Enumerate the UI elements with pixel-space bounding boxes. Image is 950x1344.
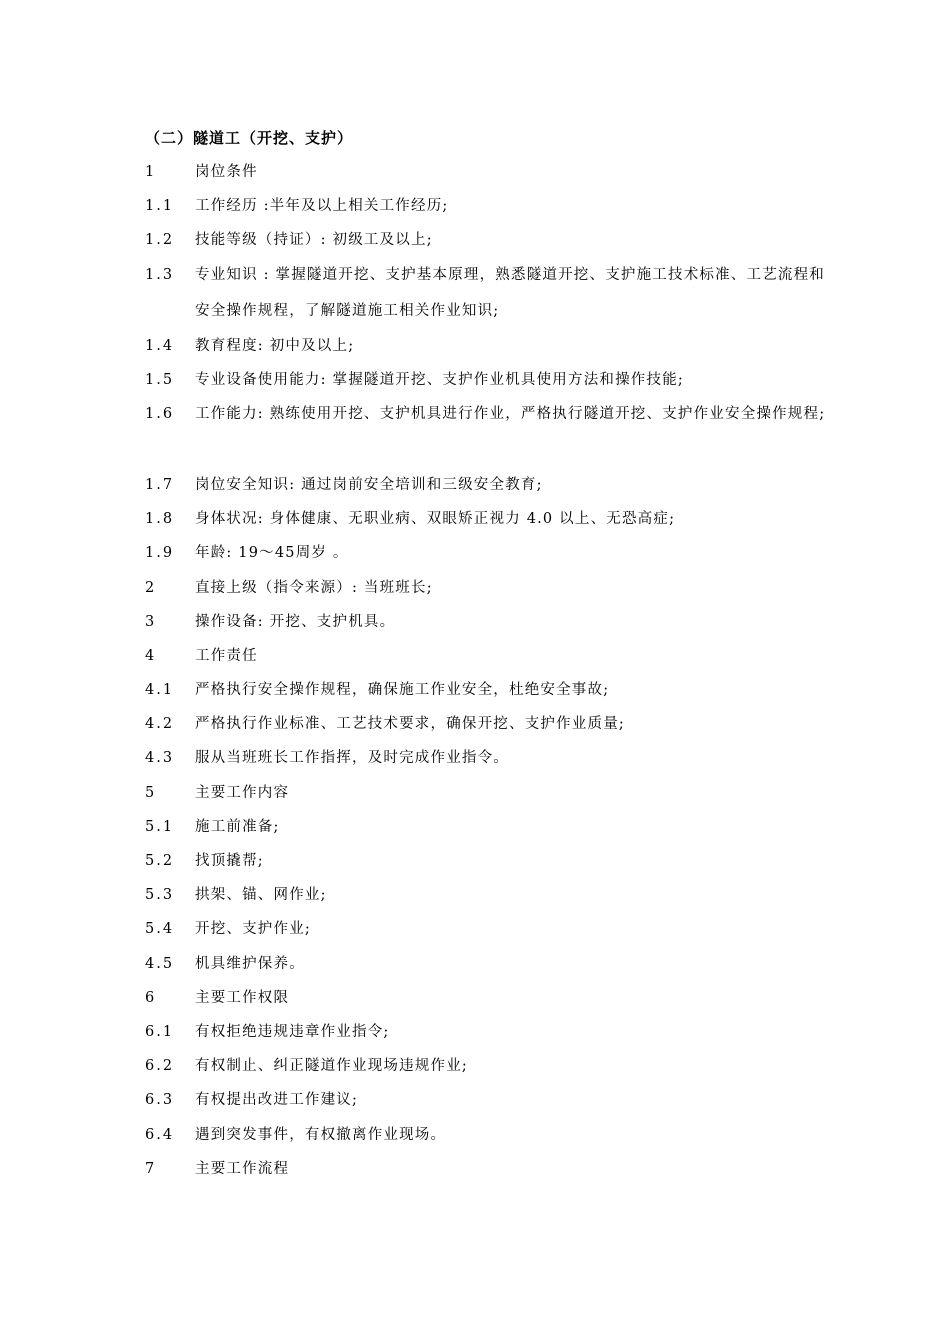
item-text: 找顶撬帮; [195,853,264,869]
item-text: 主要工作权限 [195,989,290,1006]
item-text: 服从当班班长工作指挥，及时完成作业指令。 [195,750,509,767]
item-number: 1.6 [145,405,175,422]
list-item [145,402,825,473]
item-text: 工作责任 [195,647,258,664]
item-text: 严格执行安全操作规程，确保施工作业安全，杜绝安全事故; [195,682,610,699]
section-title: （二）隧道工（开挖、支护） [145,129,354,147]
item-number: 4.3 [145,750,175,767]
item-number: 3 [145,613,157,630]
item-text: 严格执行作业标准、工艺技术要求，确保开挖、支护作业质量; [195,716,625,733]
item-text: 拱架、锚、网作业; [195,887,327,904]
item-text: 遇到突发事件，有权撤离作业现场。 [195,1126,447,1143]
item-text: 有权提出改进工作建议; [195,1092,359,1109]
item-number: 1.2 [145,232,175,249]
item-number: 5 [145,784,157,801]
item-number: 1.1 [145,198,175,215]
item-text: 有权拒绝违规违章作业指令; [195,1023,390,1040]
item-text: 岗位条件 [195,164,258,180]
item-number: 5.1 [145,818,175,835]
item-text: 岗位安全知识: 通过岗前安全培训和三级安全教育; [195,476,543,493]
item-text: 操作设备: 开挖、支护机具。 [195,613,396,630]
item-number: 5.4 [145,921,175,938]
item-text: 主要工作流程 [195,1160,290,1177]
item-number: 6.2 [145,1058,175,1075]
item-text: 主要工作内容 [195,784,290,801]
item-number: 6.1 [145,1023,175,1040]
item-number: 4.5 [145,955,175,972]
item-list [145,160,825,1191]
item-text: 开挖、支护作业; [195,921,311,938]
item-number: 6.3 [145,1092,175,1109]
item-text: 直接上级（指令来源）: 当班班长; [195,579,433,596]
item-text: 年龄: 19～45周岁 。 [195,545,349,562]
item-number: 1 [145,164,157,180]
item-number: 1.4 [145,337,175,354]
item-number: 1.9 [145,545,175,562]
item-number: 5.3 [145,887,175,904]
list-item [145,1157,825,1191]
item-text: 有权制止、纠正隧道作业现场违规作业; [195,1058,468,1075]
item-number: 2 [145,579,157,596]
item-number: 6 [145,989,157,1006]
item-number: 4 [145,647,157,664]
item-number: 1.7 [145,476,175,493]
item-number: 5.2 [145,853,175,869]
item-text: 教育程度: 初中及以上; [195,337,355,354]
item-text: 工作经历 :半年及以上相关工作经历; [195,198,449,215]
item-text: 专业知识 : 掌握隧道开挖、支护基本原理，熟悉隧道开挖、支护施工技术标准、工艺流程和安全操作规程，了解隧道施工相关作业知识; [195,266,825,319]
item-number: 4.2 [145,716,175,733]
item-text: 专业设备使用能力: 掌握隧道开挖、支护作业机具使用方法和操作技能; [195,371,684,388]
item-number: 6.4 [145,1126,175,1143]
item-text: 工作能力: 熟练使用开挖、支护机具进行作业，严格执行隧道开挖、支护作业安全操作规程; [195,405,826,422]
item-number: 1.3 [145,266,175,283]
item-number: 1.5 [145,371,175,388]
list-item [145,263,825,334]
item-text: 技能等级（持证）: 初级工及以上; [195,232,433,249]
item-number: 4.1 [145,682,175,699]
item-number: 1.8 [145,511,175,528]
item-number: 7 [145,1160,157,1177]
item-text: 施工前准备; [195,818,280,835]
item-text: 机具维护保养。 [195,955,305,972]
item-text: 身体状况: 身体健康、无职业病、双眼矫正视力 4.0 以上、无恐高症; [195,511,676,528]
